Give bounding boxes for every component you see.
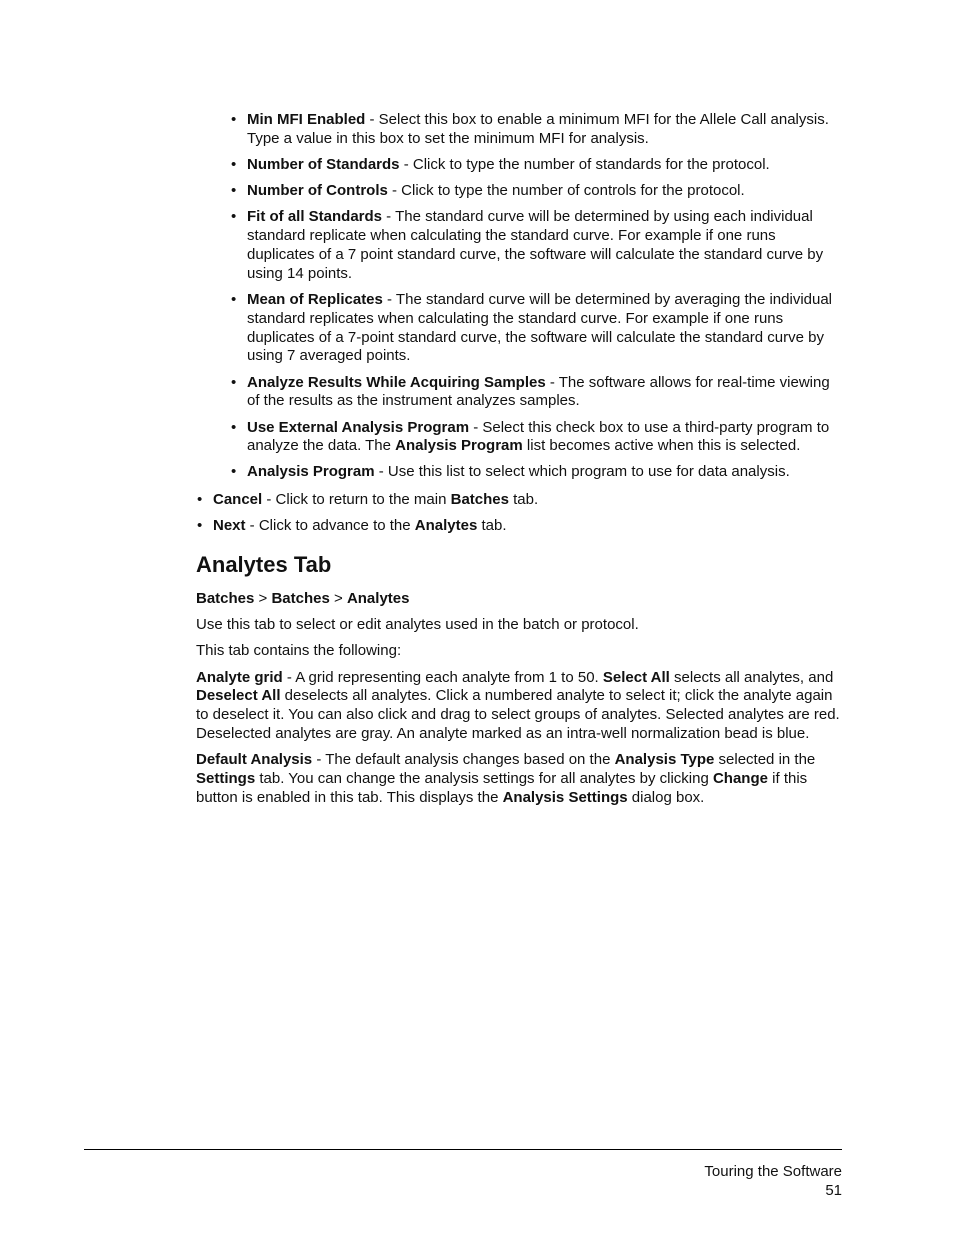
- list-item: [231, 111, 843, 149]
- protocol-settings-list: [231, 111, 843, 490]
- bullet: •: [231, 208, 237, 226]
- bullet: •: [231, 155, 237, 173]
- description: - The software allows for real-time viewing of the results as the instrument analyzes samples.: [247, 373, 830, 410]
- term: Analytes: [414, 517, 478, 535]
- breadcrumb-item: Batches: [196, 590, 255, 607]
- section-heading: Analytes Tab: [196, 552, 332, 577]
- bullet: •: [197, 517, 203, 535]
- list-item: [231, 374, 843, 412]
- list-item: [231, 208, 843, 283]
- term: Mean of Replicates: [247, 290, 383, 308]
- term: Min MFI Enabled: [247, 111, 366, 128]
- term: Number of Standards: [247, 155, 400, 173]
- description: if this button is enabled in this tab. This displays the: [196, 769, 808, 806]
- description: - The standard curve will be determined by using each individual standard replicate when calculating the standard curve. For example if one runs duplicates of a 7 point standard curve, the software will calculate the standard curve by using 14 points.: [247, 208, 824, 282]
- bullet: •: [231, 182, 237, 200]
- breadcrumb-separator: >: [254, 590, 272, 607]
- page-number: 51: [825, 1181, 842, 1199]
- term: Number of Controls: [247, 182, 388, 200]
- list-item: [197, 517, 843, 536]
- list-item: [231, 291, 843, 366]
- term: Change: [712, 769, 768, 787]
- term: Batches: [450, 491, 509, 508]
- list-item: [231, 156, 843, 175]
- term: Use External Analysis Program: [247, 418, 470, 436]
- list-item: [231, 182, 843, 201]
- description: tab.: [477, 517, 507, 535]
- analytes-tab-section: [196, 548, 844, 815]
- description: - Select this box to enable a minimum MFI for the Allele Call analysis. Type a value in this box to set the minimum MFI for analysis.: [247, 111, 829, 147]
- term: Deselect All: [196, 687, 281, 705]
- description: - Click to return to the main: [262, 491, 451, 508]
- term: Default Analysis: [196, 751, 313, 769]
- description: selects all analytes, and: [669, 668, 834, 686]
- intro-paragraph: This tab contains the following:: [196, 642, 402, 660]
- term: Next: [213, 517, 246, 535]
- term: Settings: [196, 769, 256, 787]
- description: - Click to advance to the: [245, 517, 415, 535]
- bullet: •: [231, 290, 237, 308]
- chapter-title: Touring the Software: [704, 1163, 842, 1180]
- bullet: •: [231, 463, 237, 481]
- term: Analyze Results While Acquiring Samples: [247, 373, 546, 391]
- button-list: [197, 491, 843, 543]
- term: Analysis Type: [614, 751, 715, 769]
- breadcrumb-item: Batches: [271, 590, 330, 607]
- breadcrumb: [196, 590, 844, 609]
- description: tab. You can change the analysis settings for all analytes by clicking: [255, 769, 713, 787]
- default-analysis-paragraph: [196, 751, 844, 807]
- term: Fit of all Standards: [247, 208, 383, 226]
- description: tab.: [508, 491, 539, 508]
- analyte-grid-paragraph: [196, 669, 844, 744]
- description: - A grid representing each analyte from 1 to 50.: [282, 668, 603, 686]
- footer-divider: [84, 1149, 842, 1150]
- description: - Use this list to select which program to use for data analysis.: [374, 463, 790, 481]
- description: - Click to type the number of controls for the protocol.: [387, 182, 745, 200]
- term: Analysis Program: [395, 437, 523, 455]
- intro-paragraph: Use this tab to select or edit analytes used in the batch or protocol.: [196, 616, 639, 634]
- bullet: •: [231, 111, 237, 128]
- list-item: [231, 419, 843, 457]
- page-footer: [704, 1163, 842, 1200]
- description: - Select this check box to use a third-party program to analyze the data. The: [247, 418, 830, 455]
- bullet: •: [197, 491, 203, 508]
- bullet: •: [231, 373, 237, 391]
- breadcrumb-item: Analytes: [346, 590, 410, 607]
- term: Analysis Program: [247, 463, 375, 481]
- description: - The standard curve will be determined by averaging the individual standard replicates when calculating the standard curve. For example if one runs duplicates of a 7-point standard curve, the software will calculate the standard curve by using 7 averaged points.: [247, 290, 833, 365]
- description: deselects all analytes. Click a numbered analyte to select it; click the analyte again to deselect it. You can also click and drag to select groups of analytes. Selected analytes are red. Deselected analytes are gray. An analyte marked as an intra-well normalization bead is blue.: [196, 687, 840, 742]
- term: Cancel: [213, 491, 263, 508]
- term: Analysis Settings: [502, 788, 628, 806]
- bullet: •: [231, 418, 237, 436]
- description: selected in the: [714, 751, 816, 769]
- description: dialog box.: [627, 788, 705, 806]
- list-item: [197, 491, 843, 510]
- breadcrumb-separator: >: [329, 590, 347, 607]
- description: - The default analysis changes based on the: [312, 751, 615, 769]
- term: Select All: [602, 668, 670, 686]
- term: Analyte grid: [196, 668, 283, 686]
- list-item: [231, 463, 843, 482]
- description: - Click to type the number of standards for the protocol.: [399, 155, 770, 173]
- description: list becomes active when this is selected.: [522, 437, 801, 455]
